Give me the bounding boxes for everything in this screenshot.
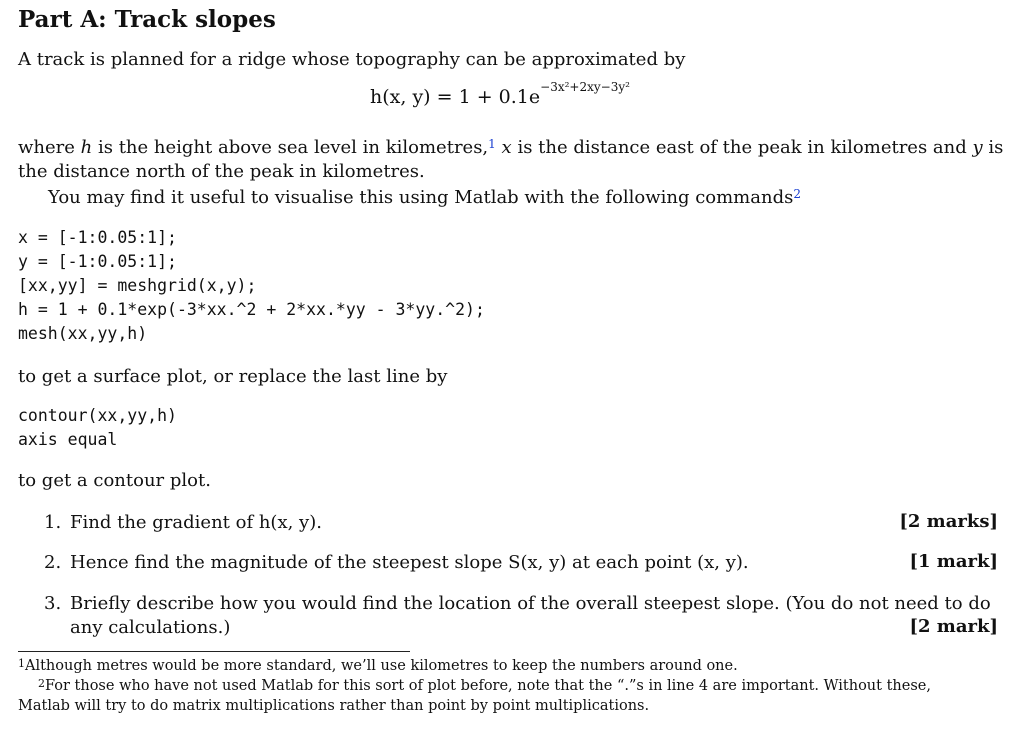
footnote-1-text: Although metres would be more standard, we’ll use kilometres to keep the numbers around one.: [25, 658, 738, 674]
footnote-2: [38, 676, 931, 696]
matlab-intro: [48, 186, 801, 210]
question-2-number: 2.: [44, 552, 62, 573]
intro-text: A track is planned for a ridge whose topography can be approximated by: [18, 49, 686, 70]
where-line-2: the distance north of the peak in kilometres.: [18, 161, 425, 182]
question-2-text: Hence find the magnitude of the steepest slope S(x, y) at each point (x, y).: [70, 552, 749, 573]
contour-text: to get a contour plot.: [18, 470, 211, 491]
question-1-marks: [2 marks]: [899, 511, 998, 532]
code-line: [xx,yy] = meshgrid(x,y);: [18, 276, 257, 295]
height-equation: [370, 80, 630, 108]
footnote-2-text: For those who have not used Matlab for this sort of plot before, note that the “.”s in line 4 are important. Without these,: [45, 678, 931, 694]
var-h: h: [80, 137, 93, 158]
code-block-mesh: [18, 226, 485, 346]
matlab-text: You may find it useful to visualise this using Matlab with the following commands: [48, 187, 794, 208]
code-line: x = [-1:0.05:1];: [18, 228, 177, 247]
equation-body: h(x, y) = 1 + 0.1e: [370, 86, 541, 108]
question-3-marks: [2 mark]: [909, 616, 998, 637]
equation-exponent: −3x²+2xy−3y²: [540, 80, 630, 94]
question-2-marks: [1 mark]: [909, 551, 998, 572]
x-desc: is the distance east of the peak in kilometres and: [517, 137, 967, 158]
footnote-2-number: 2: [38, 677, 45, 690]
is-word: is: [988, 137, 1004, 158]
code-line: mesh(xx,yy,h): [18, 324, 148, 343]
question-3-text-cont: any calculations.): [70, 617, 231, 638]
footnote-ref-2[interactable]: 2: [793, 187, 801, 201]
code-line: y = [-1:0.05:1];: [18, 252, 177, 271]
footnote-divider: [18, 651, 410, 652]
code-line: contour(xx,yy,h): [18, 406, 177, 425]
height-desc: is the height above sea level in kilometres,: [97, 137, 489, 158]
surface-text: to get a surface plot, or replace the last line by: [18, 366, 448, 387]
footnote-ref-1[interactable]: 1: [488, 137, 496, 151]
code-line: h = 1 + 0.1*exp(-3*xx.^2 + 2*xx.*yy - 3*yy.^2);: [18, 300, 485, 319]
footnote-1: [18, 656, 738, 676]
footnote-1-number: 1: [18, 657, 25, 670]
section-title: Part A: Track slopes: [18, 6, 276, 33]
footnote-2-cont: Matlab will try to do matrix multiplications rather than point by point multiplications.: [18, 698, 650, 714]
var-y: y: [972, 137, 983, 158]
question-1-number: 1.: [44, 512, 62, 533]
question-3-text: Briefly describe how you would find the location of the overall steepest slope. (You do not need to do: [70, 593, 991, 614]
question-3-number: 3.: [44, 593, 62, 614]
question-1-text: Find the gradient of h(x, y).: [70, 512, 322, 533]
where-word: where: [18, 137, 75, 158]
code-line: axis equal: [18, 430, 118, 449]
code-block-contour: [18, 404, 177, 452]
var-x: x: [501, 137, 512, 158]
where-line-1: [18, 136, 1003, 160]
